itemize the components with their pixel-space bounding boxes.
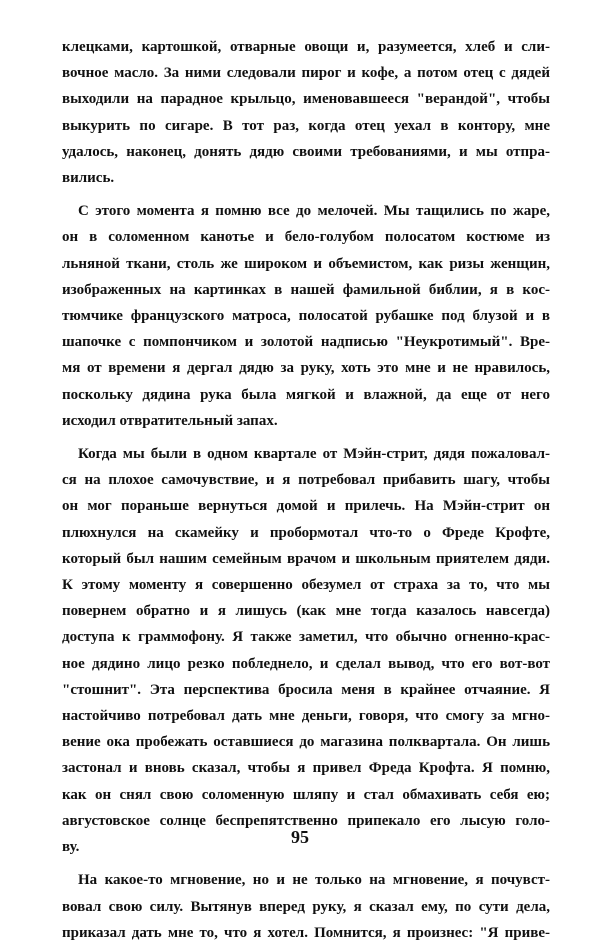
text-line: С этого момента я помню все до мелочей. Мы тащились по жаре, bbox=[78, 203, 550, 220]
page-number: 95 bbox=[291, 827, 309, 847]
book-page-text bbox=[62, 34, 550, 946]
text-line: вочное масло. За ними следовали пирог и кофе, а потом отец с дядей bbox=[62, 65, 550, 82]
text-line: приказал дать мне то, что я хотел. Помнится, я произнес: "Я приве- bbox=[62, 924, 550, 941]
text-line: ся на плохое самочувствие, и я потребовал прибавить шагу, чтобы bbox=[62, 472, 550, 489]
paragraph-4 bbox=[62, 867, 550, 946]
text-line: исходил отвратительный запах. bbox=[62, 412, 278, 429]
text-line: вение ока пробежать оставшиеся до магазина полквартала. Он лишь bbox=[62, 734, 550, 751]
text-line: поскольку дядина рука была мягкой и влажной, да еще от него bbox=[62, 386, 550, 403]
text-line: Когда мы были в одном квартале от Мэйн-стрит, дядя пожаловал- bbox=[78, 446, 550, 463]
paragraph-2 bbox=[62, 198, 550, 434]
text-line: К этому моменту я совершенно обезумел от страха за то, что мы bbox=[62, 577, 550, 594]
text-line: ное дядино лицо резко побледнело, и сделал вывод, что его вот-вот bbox=[62, 655, 550, 672]
text-line: он мог пораньше вернуться домой и прилечь. На Мэйн-стрит он bbox=[62, 498, 550, 515]
text-line: шапочке с помпончиком и золотой надписью "Неукротимый". Вре- bbox=[62, 334, 550, 351]
text-line: повернем обратно и я лишусь (как мне тогда казалось навсегда) bbox=[62, 603, 550, 620]
text-line: льняной ткани, столь же широком и объемистом, как ризы женщин, bbox=[62, 255, 550, 272]
text-line: плюхнулся на скамейку и пробормотал что-то о Фреде Крофте, bbox=[62, 524, 550, 541]
text-line: удалось, наконец, донять дядю своими требованиями, и мы отпра- bbox=[62, 143, 550, 160]
text-line: вились. bbox=[62, 170, 115, 187]
text-line: застонал и вновь сказал, чтобы я привел Фреда Крофта. Я помню, bbox=[62, 760, 550, 777]
text-line: вовал свою силу. Вытянув вперед руку, я сказал ему, по сути дела, bbox=[62, 898, 550, 915]
text-line: изображенных на картинках в нашей фамильной библии, я в кос- bbox=[62, 281, 550, 298]
text-line: тюмчике французского матроса, полосатой рубашке под блузой и в bbox=[62, 308, 550, 325]
text-line: как он снял свою соломенную шляпу и стал обмахивать себя ею; bbox=[62, 786, 550, 803]
text-line: доступа к граммофону. Я также заметил, что обычно огненно-крас- bbox=[62, 629, 550, 646]
text-line: клецками, картошкой, отварные овощи и, разумеется, хлеб и сли- bbox=[62, 39, 550, 55]
text-line: На какое-то мгновение, но и не только на мгновение, я почувст- bbox=[78, 872, 550, 889]
text-line: мя от времени я дергал дядю за руку, хоть это мне и не нравилось, bbox=[62, 360, 550, 377]
text-line: августовское солнце беспрепятственно припекало его лысую голо- bbox=[62, 812, 550, 829]
paragraph-3 bbox=[62, 441, 550, 860]
text-line: который был нашим семейным врачом и школьным приятелем дяди. bbox=[62, 550, 550, 567]
text-line: настойчиво потребовал дать мне деньги, говоря, что смогу за мгно- bbox=[62, 708, 550, 725]
text-line: выходили на парадное крыльцо, именовавшееся "верандой", чтобы bbox=[62, 91, 550, 108]
text-line: он в соломенном канотье и бело-голубом полосатом костюме из bbox=[62, 229, 550, 246]
text-line: выкурить по сигаре. В тот раз, когда отец уехал в контору, мне bbox=[62, 117, 550, 134]
text-line: ву. bbox=[62, 839, 80, 856]
text-line: "стошнит". Эта перспектива бросила меня в крайнее отчаяние. Я bbox=[62, 681, 550, 698]
paragraph-1 bbox=[62, 34, 550, 191]
